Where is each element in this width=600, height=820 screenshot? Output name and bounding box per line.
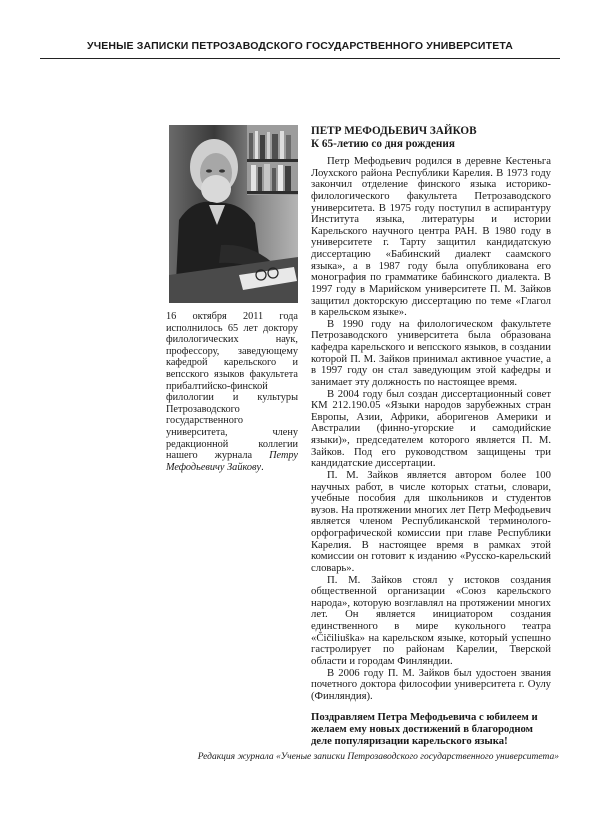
article-subtitle: К 65-летию со дня рождения (311, 137, 455, 150)
portrait-photo (169, 125, 298, 303)
paragraph: П. М. Зайков является автором более 100 научных работ, в числе которых статьи, словари, учебные пособия для школьников и студентов вузов. На протяжении многих лет Петр Мефодьевич является членом Республиканской терминолого-орфографической комиссии при главе Республики Карелия. В настоящее время в рамках этой комиссии он готовит к изданию «Русско-карельский словарь». (311, 468, 551, 574)
running-header: УЧЕНЫЕ ЗАПИСКИ ПЕТРОЗАВОДСКОГО ГОСУДАРСТВЕННОГО УНИВЕРСИТЕТА (87, 40, 513, 52)
paragraph: В 1990 году на филологическом факультете Петрозаводского университета была образована кафедра карельского и вепсского языков, в создании которой П. М. Зайков принимал активное участие, а в 1997 году он стал заведующим этой кафедры и занимает эту должность по настоящее время. (311, 317, 551, 388)
paragraph: Петр Мефодьевич родился в деревне Кестеньга Лоухского района Республики Карелия. В 1973 году закончил отделение финского языка историко-филологического факультета Петрозаводского университета. В 1975 году поступил в аспирантуру Института языка, литературы и истории Карельского научного центра РАН. В 1980 году в университете г. Тарту защитил кандидатскую диссертацию «Бабинский диалект саамского языка», а в 1987 году была опубликована его монография по грамматике бабинского диалекта. В 1997 году в Марийском университете П. М. Зайков защитил докторскую диссертацию по теме «Глагол в карельском языке». (311, 155, 551, 319)
paragraph: В 2006 году П. М. Зайков был удостоен звания почетного доктора философии университета г. Оулу (Финляндия). (311, 666, 551, 702)
photo-caption (166, 311, 298, 473)
caption-name: Петру Мефодьевичу Зайкову (166, 450, 298, 473)
header-rule (40, 58, 560, 59)
paragraph: В 2004 году был создан диссертационный совет КМ 212.190.05 «Языки народов зарубежных стран Европы, Азии, Африки, аборигенов Америки и Австралии (финно-угорские и самодийские языки)», председателем которого является П. М. Зайков. Под его руководством защищены три кандидатские диссертации. (311, 387, 551, 470)
closing-greeting: Поздравляем Петра Мефодьевича с юбилеем и желаем ему новых достижений в благородном деле популяризации карельского языка! (311, 711, 538, 747)
paragraph: П. М. Зайков стоял у истоков создания общественной организации «Союз карельского народа», которую возглавлял на протяжении многих лет. Он является инициатором создания единственного в мире кукольного театра «Čičiliuškа» на карельском языке, который успешно гастролирует по районам Карелии, Тверской области и городам Финляндии. (311, 573, 551, 667)
caption-text: 16 октября 2011 года исполнилось 65 лет доктору филологических наук, профессору, заведующему кафедрой карельского и вепсского языков факультета прибалтийско-финской филологии и культуры Петрозаводского государственного университета, члену редакционной коллегии нашего журнала (166, 311, 298, 462)
editorial-signature: Редакция журнала «Ученые записки Петрозаводского государственного университета» (197, 752, 559, 762)
portrait-illustration (169, 125, 298, 303)
article-title: ПЕТР МЕФОДЬЕВИЧ ЗАЙКОВ (311, 125, 477, 137)
article-body (311, 156, 551, 702)
article-heading (311, 125, 551, 150)
caption-end: . (261, 461, 264, 473)
